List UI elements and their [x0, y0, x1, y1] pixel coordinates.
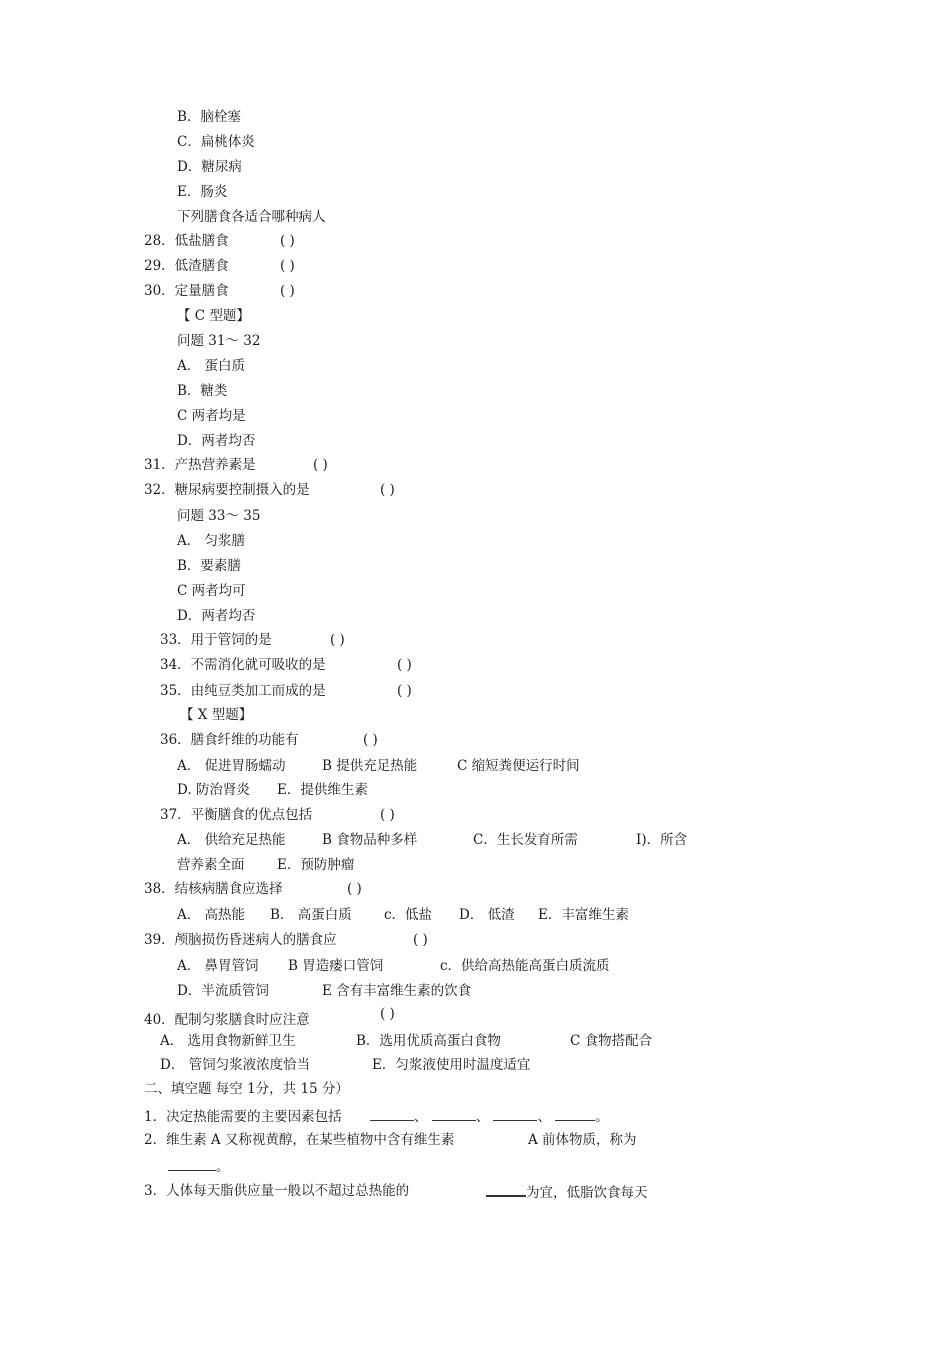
q38-option-c: c．低盐	[384, 907, 433, 923]
question-29: 29．低渣膳食	[144, 258, 229, 274]
fill-1-end: 。	[595, 1109, 609, 1125]
fill-question-2-cont: A 前体物质，称为	[528, 1132, 637, 1148]
fill-1-blank-4[interactable]	[555, 1108, 595, 1121]
fill-question-2-line2	[168, 1158, 230, 1175]
answer-paren-32: ( )	[380, 482, 395, 498]
q39-option-c: c．供给高热能高蛋白质流质	[440, 958, 610, 974]
q36-option-e: E．提供维生素	[277, 782, 368, 798]
option-d-neither: D．两者均否	[177, 433, 256, 449]
fill-1-separator-1: 、	[413, 1109, 428, 1125]
option-c-both-ok: C 两者均可	[177, 583, 246, 599]
q36-option-b: B 提供充足热能	[322, 758, 418, 774]
fill-1-separator-3: 、	[537, 1109, 551, 1125]
answer-paren-30: ( )	[280, 283, 295, 299]
answer-paren-28: ( )	[280, 233, 295, 249]
option-d-diabetes: D．糖尿病	[177, 159, 242, 175]
option-b-elemental-diet: B．要素膳	[177, 558, 241, 574]
question-35: 35．由纯豆类加工而成的是	[160, 683, 326, 699]
option-d-neither-2: D．两者均否	[177, 608, 256, 624]
q38-option-a: A． 高热能	[177, 907, 246, 923]
q37-option-e: E．预防肿瘤	[277, 857, 355, 873]
question-40: 40．配制匀浆膳食时应注意	[144, 1012, 310, 1028]
section-fill-in: 二、填空题 每空 1分，共 15 分）	[144, 1081, 349, 1097]
answer-paren-36: ( )	[363, 732, 378, 748]
fill-1-blank-2[interactable]	[432, 1108, 476, 1121]
group-31-32: 问题 31～ 32	[177, 333, 261, 349]
answer-paren-33: ( )	[330, 632, 345, 648]
q40-option-a: A． 选用食物新鲜卫生	[160, 1033, 296, 1049]
option-c-both-yes: C 两者均是	[177, 408, 246, 424]
q36-option-c: C 缩短粪便运行时间	[457, 758, 580, 774]
question-38: 38．结核病膳食应选择	[144, 881, 283, 897]
q38-option-b: B． 高蛋白质	[270, 907, 352, 923]
q37-option-c: C．生长发育所需	[473, 832, 578, 848]
fill-question-2: 2．维生素 A 又称视黄醇，在某些植物中含有维生素	[144, 1132, 455, 1148]
q40-option-d: D． 管饲匀浆液浓度恰当	[160, 1057, 311, 1073]
question-33: 33．用于管饲的是	[160, 632, 272, 648]
answer-paren-40: ( )	[380, 1006, 395, 1022]
q37-option-d-cont: 营养素全面	[177, 857, 245, 873]
question-28: 28．低盐膳食	[144, 233, 229, 249]
option-c-tonsillitis: C．扁桃体炎	[177, 134, 255, 150]
section-x-type: 【 X 型题】	[180, 707, 253, 723]
answer-paren-31: ( )	[313, 457, 328, 473]
q40-option-b: B．选用优质高蛋白食物	[356, 1033, 501, 1049]
question-34: 34．不需消化就可吸收的是	[160, 657, 326, 673]
fill-1-blank-1[interactable]	[370, 1108, 414, 1121]
q39-option-a: A． 鼻胃管饲	[177, 958, 259, 974]
option-b-cerebral-embolism: B．脑栓塞	[177, 109, 241, 125]
group-33-35: 问题 33～ 35	[177, 508, 261, 524]
fill-2-blank[interactable]	[168, 1158, 216, 1171]
fill-question-1	[144, 1108, 609, 1125]
q38-option-e: E．丰富维生素	[538, 907, 629, 923]
fill-question-3: 3．人体每天脂供应量一般以不超过总热能的	[144, 1183, 410, 1199]
q39-option-d: D．半流质管饲	[177, 983, 269, 999]
question-39: 39．颅脑损伤昏迷病人的膳食应	[144, 932, 337, 948]
question-30: 30．定量膳食	[144, 283, 229, 299]
q36-option-a: A． 促进胃肠蠕动	[177, 758, 286, 774]
option-e-enteritis: E．肠炎	[177, 184, 228, 200]
q36-option-d: D. 防治肾炎	[177, 782, 250, 798]
answer-paren-37: ( )	[380, 807, 395, 823]
answer-paren-39: ( )	[413, 932, 428, 948]
answer-paren-34: ( )	[397, 657, 412, 673]
q37-option-a: A． 供给充足热能	[177, 832, 286, 848]
question-31: 31．产热营养素是	[144, 457, 256, 473]
q40-option-e: E．匀浆液使用时温度适宜	[372, 1057, 531, 1073]
fill-1-text: 1．决定热能需要的主要因素包括	[144, 1109, 342, 1125]
q38-option-d: D． 低渣	[459, 907, 515, 923]
answer-paren-29: ( )	[280, 258, 295, 274]
option-b-carbohydrate: B．糖类	[177, 383, 228, 399]
question-36: 36．膳食纤维的功能有	[160, 732, 299, 748]
q40-option-c: C 食物搭配合	[570, 1033, 653, 1049]
question-32: 32．糖尿病要控制摄入的是	[144, 482, 310, 498]
fill-question-3-line	[486, 1183, 648, 1201]
q39-option-e: E 含有丰富维生素的饮食	[322, 983, 472, 999]
answer-paren-38: ( )	[347, 881, 362, 897]
q39-option-b: B 胃造瘘口管饲	[288, 958, 384, 974]
answer-paren-35: ( )	[397, 683, 412, 699]
fill-1-blank-3[interactable]	[493, 1108, 537, 1121]
question-37: 37．平衡膳食的优点包括	[160, 807, 313, 823]
fill-3-cont: 为宜，低脂饮食每天	[526, 1185, 648, 1201]
section-c-type: 【 C 型题】	[177, 308, 250, 324]
fill-3-blank[interactable]	[486, 1183, 526, 1197]
q37-option-d: I)．所含	[636, 832, 688, 848]
option-a-blended-diet: A． 匀浆膳	[177, 533, 246, 549]
fill-1-separator-2: 、	[475, 1109, 490, 1125]
option-a-protein: A． 蛋白质	[177, 358, 246, 374]
fill-2-end: 。	[216, 1159, 230, 1175]
q37-option-b: B 食物品种多样	[322, 832, 418, 848]
question-stem-27-30: 下列膳食各适合哪种病人	[177, 209, 326, 225]
